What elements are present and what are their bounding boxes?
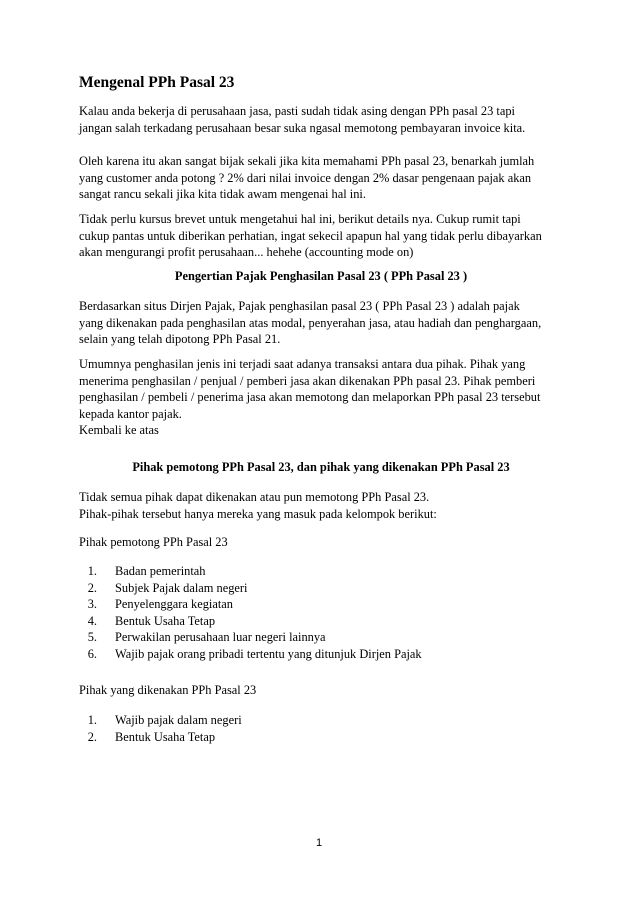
list-item-text: Bentuk Usaha Tetap (115, 729, 216, 744)
back-to-top-link[interactable]: Kembali ke atas (79, 423, 159, 437)
dikenakan-list (79, 712, 242, 745)
list-item (79, 712, 242, 729)
list-item-text: Wajib pajak dalam negeri (115, 713, 242, 727)
text-line: Berdasarkan situs Dirjen Pajak, Pajak penghasilan pasal 23 ( PPh Pasal 23 ) adalah pajak (79, 299, 520, 313)
text-line: menerima penghasilan / penjual / pemberi jasa akan dikenakan PPh pasal 23. Pihak pemberi (79, 373, 536, 388)
list-item (79, 729, 242, 746)
text-line: cukup pantas untuk diberikan perhatian, ingat sekecil apapun hal yang tidak perlu dibayarkan (79, 228, 542, 243)
text-line: sangat rancu sekali jika kita tidak awam mengenai hal ini. (79, 187, 366, 201)
intro-paragraph-3 (79, 211, 563, 261)
list-number: 5. (87, 630, 97, 644)
text-line: Tidak semua pihak dapat dikenakan atau pun memotong PPh Pasal 23. (79, 490, 430, 504)
text-line: Kalau anda bekerja di perusahaan jasa, pasti sudah tidak asing dengan PPh pasal 23 tapi (79, 104, 515, 118)
list-number: 1. (87, 713, 97, 727)
text-line: yang customer anda potong ? 2% dari nilai invoice dengan 2% dasar pengenaan pajak akan (79, 170, 532, 185)
text-line: yang dikenakan pada penghasilan atas modal, penyerahan jasa, atau hadiah dan penghargaan, (79, 315, 542, 330)
text-line: Oleh karena itu akan sangat bijak sekali jika kita memahami PPh pasal 23, benarkah jumlah (79, 154, 535, 168)
text-line: kepada kantor pajak. (79, 406, 182, 421)
intro-paragraph-1 (79, 103, 563, 136)
list-item (79, 563, 422, 580)
section1-paragraph-2 (79, 356, 563, 439)
page-title: Mengenal PPh Pasal 23 (79, 74, 235, 91)
section-heading-pengertian: Pengertian Pajak Penghasilan Pasal 23 ( PPh Pasal 23 ) (174, 269, 468, 283)
list-number: 4. (87, 613, 97, 628)
list-number: 2. (87, 580, 97, 595)
list-item-text: Badan pemerintah (115, 564, 206, 578)
list-item-text: Penyelenggara kegiatan (115, 597, 234, 611)
list1-label: Pihak pemotong PPh Pasal 23 (79, 535, 228, 549)
list-item (79, 580, 422, 597)
list-number: 2. (87, 729, 97, 744)
list-item-text: Wajib pajak orang pribadi tertentu yang ditunjuk Dirjen Pajak (115, 646, 422, 661)
section-heading-pihak: Pihak pemotong PPh Pasal 23, dan pihak yang dikenakan PPh Pasal 23 (132, 460, 510, 474)
list-number: 3. (87, 597, 97, 611)
intro-paragraph-2 (79, 153, 563, 203)
pemotong-list (79, 563, 422, 662)
list-item (79, 596, 422, 613)
section1-paragraph-1 (79, 298, 563, 348)
section2-paragraph-1 (79, 489, 563, 522)
list-item (79, 613, 422, 630)
list-item-text: Subjek Pajak dalam negeri (115, 580, 248, 595)
text-line: jangan salah terkadang perusahaan besar suka ngasal memotong pembayaran invoice kita. (79, 120, 526, 135)
text-line: selain yang telah dipotong PPh Pasal 21. (79, 332, 281, 346)
list-number: 1. (87, 564, 97, 578)
list-number: 6. (87, 646, 97, 661)
list-item (79, 629, 422, 646)
text-line: Tidak perlu kursus brevet untuk mengetahui hal ini, berikut details nya. Cukup rumit tapi (79, 212, 521, 226)
text-line: penghasilan / pembeli / penerima jasa akan memotong dan melaporkan PPh pasal 23 tersebut (79, 390, 541, 404)
page-number: 1 (315, 837, 323, 849)
text-line: Pihak-pihak tersebut hanya mereka yang masuk pada kelompok berikut: (79, 506, 437, 521)
list-item-text: Bentuk Usaha Tetap (115, 613, 216, 628)
list-item-text: Perwakilan perusahaan luar negeri lainnya (115, 630, 326, 644)
list2-label: Pihak yang dikenakan PPh Pasal 23 (79, 683, 257, 697)
text-line: Umumnya penghasilan jenis ini terjadi saat adanya transaksi antara dua pihak. Pihak yang (79, 357, 526, 371)
list-item (79, 646, 422, 663)
text-line: akan mengurangi profit perusahaan... hehehe (accounting mode on) (79, 245, 414, 259)
